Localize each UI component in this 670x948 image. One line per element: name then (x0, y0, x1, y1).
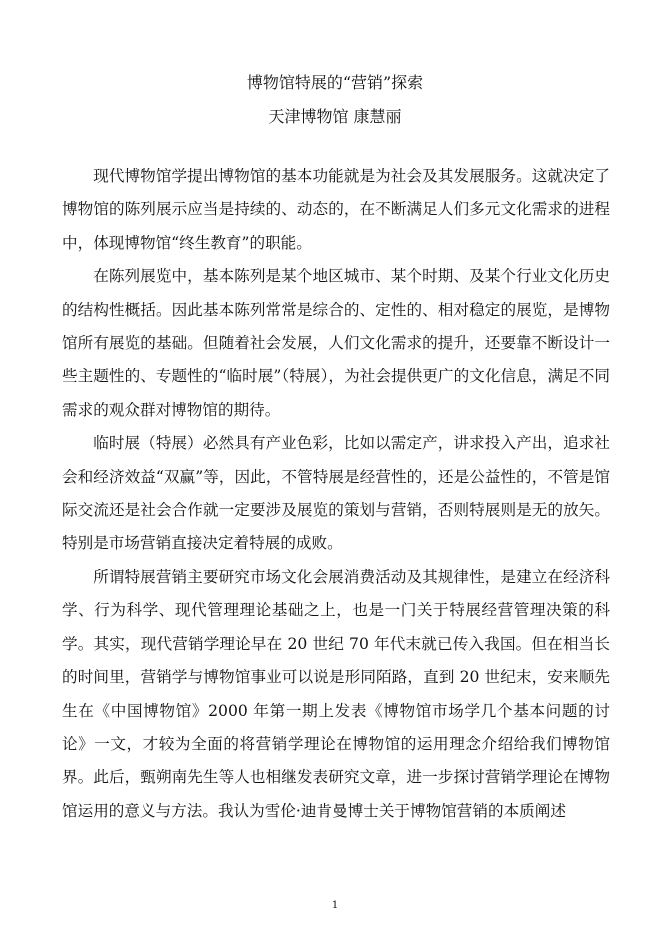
document-title: 博物馆特展的“营销”探索 (246, 73, 424, 92)
page-number: 1 (331, 900, 339, 911)
paragraph: 所谓特展营销主要研究市场文化会展消费活动及其规律性，是建立在经济科学、行为科学、现代管理理论基础之上，也是一门关于特展经营管理决策的科学。其实，现代营销学理论早在 20 世纪 70 年代末就已传入我国。但在相当长的时间里，营销学与博物馆事业可以说是形同陌路，直到 20 世纪末，安来顺先生在《中国博物馆》2000 年第一期上发表《博物馆市场学几个基本问题的讨论》一文，才较为全面的将营销学理论在博物馆的运用理念介绍给我们博物馆界。此后，甄朔南先生等人也相继发表研究文章，进一步探讨营销学理论在博物馆运用的意义与方法。我认为雪伦·迪肯曼博士关于博物馆营销的本质阐述 (62, 567, 610, 820)
document-body (62, 160, 610, 828)
author-byline: 天津博物馆 康慧丽 (268, 107, 402, 126)
paragraph: 在陈列展览中，基本陈列是某个地区城市、某个时期、及某个行业文化历史的结构性概括。因此基本陈列常常是综合的、定性的、相对稳定的展览，是博物馆所有展览的基础。但随着社会发展，人们文化需求的提升，还要靠不断设计一些主题性的、专题性的“临时展”（特展），为社会提供更广的文化信息，满足不同需求的观众群对博物馆的期待。 (62, 267, 610, 419)
paragraph: 临时展（特展）必然具有产业色彩，比如以需定产，讲求投入产出，追求社会和经济效益“双赢”等，因此，不管特展是经营性的，还是公益性的，不管是馆际交流还是社会合作就一定要涉及展览的策划与营销，否则特展则是无的放矢。特别是市场营销直接决定着特展的成败。 (62, 434, 610, 553)
paragraph: 现代博物馆学提出博物馆的基本功能就是为社会及其发展服务。这就决定了博物馆的陈列展示应当是持续的、动态的，在不断满足人们多元文化需求的进程中，体现博物馆“终生教育”的职能。 (62, 167, 610, 252)
